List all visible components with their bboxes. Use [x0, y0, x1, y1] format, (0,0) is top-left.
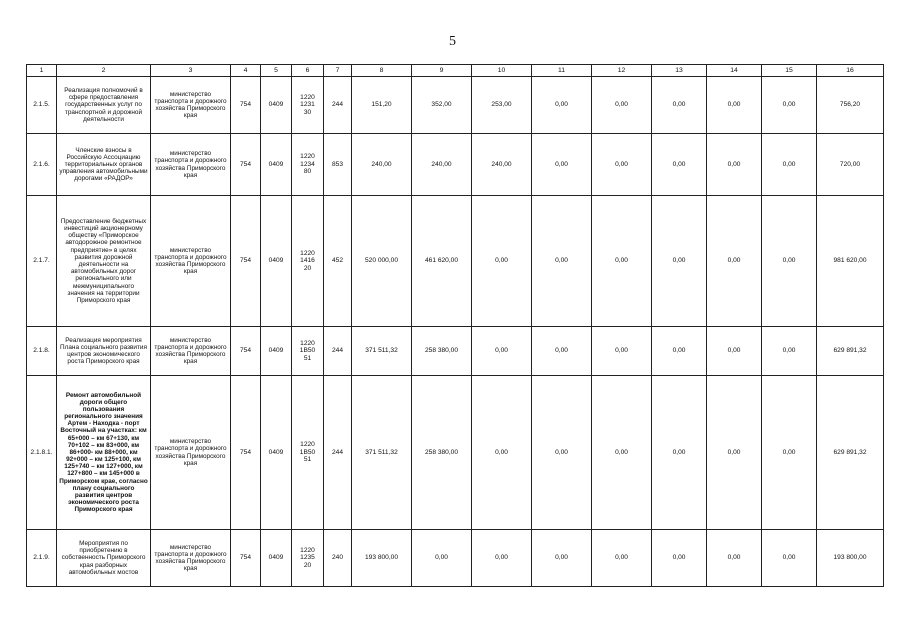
row-number: 2.1.8.1. — [27, 376, 57, 530]
table-row — [27, 530, 884, 587]
value-cell: 0,00 — [532, 530, 592, 587]
value-cell: 0,00 — [652, 196, 707, 327]
value-cell: 0,00 — [652, 376, 707, 530]
value-cell: 0,00 — [592, 77, 652, 134]
value-cell: 0,00 — [652, 530, 707, 587]
cell-c7: 244 — [324, 376, 352, 530]
value-cell: 629 891,32 — [817, 327, 884, 376]
value-cell: 0,00 — [472, 376, 532, 530]
value-cell: 0,00 — [592, 196, 652, 327]
row-number: 2.1.8. — [27, 327, 57, 376]
column-header: 3 — [151, 65, 231, 77]
column-header: 1 — [27, 65, 57, 77]
cell-c7: 853 — [324, 134, 352, 196]
value-cell: 0,00 — [472, 327, 532, 376]
value-cell: 0,00 — [762, 327, 817, 376]
column-header: 10 — [472, 65, 532, 77]
value-cell: 240,00 — [472, 134, 532, 196]
cell-c5: 0409 — [261, 530, 292, 587]
value-cell: 240,00 — [352, 134, 412, 196]
column-header: 7 — [324, 65, 352, 77]
value-cell: 0,00 — [532, 376, 592, 530]
column-header: 13 — [652, 65, 707, 77]
budget-table — [26, 64, 884, 587]
column-header: 15 — [762, 65, 817, 77]
value-cell: 193 800,00 — [817, 530, 884, 587]
value-cell: 0,00 — [707, 134, 762, 196]
column-header: 2 — [57, 65, 151, 77]
value-cell: 193 800,00 — [352, 530, 412, 587]
column-header: 9 — [412, 65, 472, 77]
row-org: министерство транспорта и дорожного хозяйства Приморского края — [151, 134, 231, 196]
value-cell: 0,00 — [532, 327, 592, 376]
value-cell: 371 511,32 — [352, 327, 412, 376]
cell-c6: 1220 1235 20 — [292, 530, 324, 587]
value-cell: 258 380,00 — [412, 327, 472, 376]
column-header: 6 — [292, 65, 324, 77]
row-org: министерство транспорта и дорожного хозяйства Приморского края — [151, 376, 231, 530]
value-cell: 0,00 — [592, 530, 652, 587]
value-cell: 720,00 — [817, 134, 884, 196]
value-cell: 0,00 — [707, 530, 762, 587]
value-cell: 0,00 — [532, 77, 592, 134]
column-header: 4 — [231, 65, 261, 77]
value-cell: 0,00 — [762, 196, 817, 327]
table-row — [27, 376, 884, 530]
value-cell: 0,00 — [707, 196, 762, 327]
row-name: Ремонт автомобильной дороги общего пользования регионального значения Артем - Находка - порт Восточный на участках: км 65+000 – км 67+130, км 70+102 – км 83+000, км 86+000- км 88+000, км 92+000 – км 125+100, км 125+740 – км 127+000, км 127+800 – км 145+000 в Приморском крае, согласно плану социального развития центров экономического роста Приморского края — [57, 376, 151, 530]
value-cell: 371 511,32 — [352, 376, 412, 530]
cell-c7: 452 — [324, 196, 352, 327]
value-cell: 0,00 — [762, 134, 817, 196]
page-number: 5 — [449, 34, 456, 49]
value-cell: 0,00 — [532, 196, 592, 327]
row-name: Членские взносы в Российскую Ассоциацию территориальных органов управления автомобильными дорогами «РАДОР» — [57, 134, 151, 196]
value-cell: 0,00 — [707, 327, 762, 376]
row-name: Реализация мероприятия Плана социального развития центров экономического роста Приморского края — [57, 327, 151, 376]
cell-c4: 754 — [231, 77, 261, 134]
value-cell: 0,00 — [762, 376, 817, 530]
value-cell: 0,00 — [652, 327, 707, 376]
column-header: 16 — [817, 65, 884, 77]
table-row — [27, 77, 884, 134]
value-cell: 0,00 — [707, 77, 762, 134]
column-header: 11 — [532, 65, 592, 77]
cell-c5: 0409 — [261, 376, 292, 530]
value-cell: 0,00 — [532, 134, 592, 196]
cell-c6: 1220 1231 30 — [292, 77, 324, 134]
value-cell: 0,00 — [762, 530, 817, 587]
table-row — [27, 327, 884, 376]
value-cell: 629 891,32 — [817, 376, 884, 530]
column-header: 8 — [352, 65, 412, 77]
table-row — [27, 134, 884, 196]
cell-c4: 754 — [231, 376, 261, 530]
value-cell: 0,00 — [472, 530, 532, 587]
row-org: министерство транспорта и дорожного хозяйства Приморского края — [151, 530, 231, 587]
row-number: 2.1.7. — [27, 196, 57, 327]
value-cell: 0,00 — [707, 376, 762, 530]
row-org: министерство транспорта и дорожного хозяйства Приморского края — [151, 77, 231, 134]
value-cell: 258 380,00 — [412, 376, 472, 530]
row-number: 2.1.9. — [27, 530, 57, 587]
table-row — [27, 196, 884, 327]
value-cell: 0,00 — [412, 530, 472, 587]
row-name: Мероприятия по приобретению в собственность Приморского края разборных автомобильных мостов — [57, 530, 151, 587]
cell-c7: 244 — [324, 77, 352, 134]
cell-c7: 244 — [324, 327, 352, 376]
column-header: 14 — [707, 65, 762, 77]
value-cell: 0,00 — [472, 196, 532, 327]
row-number: 2.1.5. — [27, 77, 57, 134]
header-row — [27, 65, 884, 77]
value-cell: 0,00 — [652, 77, 707, 134]
value-cell: 0,00 — [762, 77, 817, 134]
value-cell: 0,00 — [592, 376, 652, 530]
cell-c4: 754 — [231, 327, 261, 376]
row-number: 2.1.6. — [27, 134, 57, 196]
value-cell: 756,20 — [817, 77, 884, 134]
row-name: Реализация полномочий в сфере предоставления государственных услуг по транспортной и дорожной деятельности — [57, 77, 151, 134]
cell-c6: 1220 1416 20 — [292, 196, 324, 327]
column-header: 5 — [261, 65, 292, 77]
cell-c6: 1220 1В50 51 — [292, 327, 324, 376]
cell-c6: 1220 1234 80 — [292, 134, 324, 196]
cell-c5: 0409 — [261, 134, 292, 196]
column-header: 12 — [592, 65, 652, 77]
value-cell: 253,00 — [472, 77, 532, 134]
cell-c5: 0409 — [261, 77, 292, 134]
value-cell: 0,00 — [652, 134, 707, 196]
cell-c5: 0409 — [261, 327, 292, 376]
cell-c5: 0409 — [261, 196, 292, 327]
value-cell: 520 000,00 — [352, 196, 412, 327]
value-cell: 0,00 — [592, 327, 652, 376]
value-cell: 240,00 — [412, 134, 472, 196]
row-name: Предоставление бюджетных инвестиций акционерному обществу «Приморское автодорожное ремонтное предприятие» в целях развития дорожной деятельности на автомобильных дорог регионального или межмуниципального значения на территории Приморского края — [57, 196, 151, 327]
row-org: министерство транспорта и дорожного хозяйства Приморского края — [151, 327, 231, 376]
value-cell: 151,20 — [352, 77, 412, 134]
cell-c4: 754 — [231, 196, 261, 327]
cell-c6: 1220 1В50 51 — [292, 376, 324, 530]
value-cell: 0,00 — [592, 134, 652, 196]
cell-c7: 240 — [324, 530, 352, 587]
cell-c4: 754 — [231, 134, 261, 196]
value-cell: 352,00 — [412, 77, 472, 134]
cell-c4: 754 — [231, 530, 261, 587]
row-org: министерство транспорта и дорожного хозяйства Приморского края — [151, 196, 231, 327]
value-cell: 981 620,00 — [817, 196, 884, 327]
value-cell: 461 620,00 — [412, 196, 472, 327]
